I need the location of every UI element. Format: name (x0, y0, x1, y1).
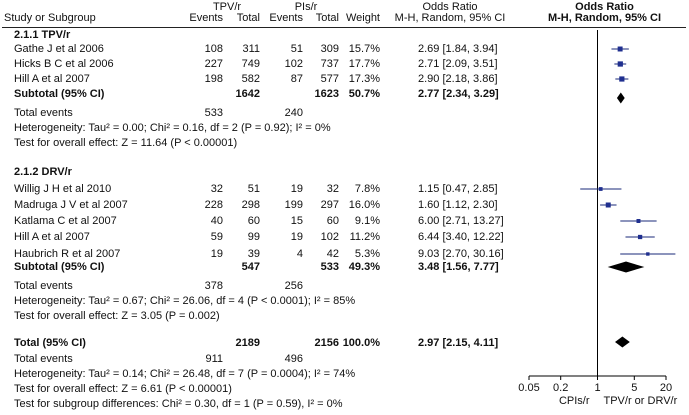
axis-tick-label: 20 (659, 382, 673, 394)
header-group1: TPV/r (212, 1, 242, 13)
total-2: 102 (320, 231, 339, 243)
total-total-1: 2189 (235, 337, 260, 349)
header-or-title: Odds Ratio (422, 1, 478, 13)
study-name: Willig J H et al 2010 (14, 183, 112, 195)
total-1: 60 (247, 215, 260, 227)
summary-diamond (615, 337, 630, 348)
total-2: 309 (320, 43, 339, 55)
study-marker (618, 61, 623, 66)
events-1: 59 (210, 231, 223, 243)
study-marker (636, 219, 640, 223)
weight: 17.7% (348, 58, 380, 70)
total-events-2: 240 (284, 107, 303, 119)
total-2: 32 (326, 183, 339, 195)
events-2: 51 (290, 43, 303, 55)
events-1: 40 (210, 215, 223, 227)
total-events-1: 911 (205, 353, 223, 365)
events-1: 228 (204, 199, 223, 211)
heterogeneity-text: Heterogeneity: Tau² = 0.00; Chi² = 0.16, df = 2 (P = 0.92); I² = 0% (14, 122, 331, 134)
study-name: Katlama C et al 2007 (14, 215, 117, 227)
study-marker (646, 252, 649, 255)
events-2: 199 (284, 199, 303, 211)
subgroup-difference-text: Test for subgroup differences: Chi² = 0.30, df = 1 (P = 0.59), I² = 0% (14, 398, 343, 410)
overall-effect-text: Test for overall effect: Z = 6.61 (P < 0.00001) (14, 383, 232, 395)
header-study: Study or Subgroup (4, 12, 96, 24)
odds-ratio-ci: 9.03 [2.70, 30.16] (418, 248, 504, 260)
header-weight: Weight (345, 12, 380, 24)
subgroup-title: 2.1.1 TPV/r (14, 29, 71, 41)
total-events-label: Total events (14, 107, 73, 119)
favours-right-label: TPV/r or DRV/r (603, 395, 678, 407)
odds-ratio-ci: 1.15 [0.47, 2.85] (418, 183, 498, 195)
header-group2: PIs/r (294, 1, 318, 13)
total-events-label: Total events (14, 353, 73, 365)
header-total2: Total (315, 12, 339, 24)
header-or-method: M-H, Random, 95% CI (394, 12, 506, 24)
plot-method: M-H, Random, 95% CI (547, 12, 662, 24)
overall-effect-text: Test for overall effect: Z = 11.64 (P < 0.00001) (14, 137, 238, 149)
study-name: Hicks B C et al 2006 (14, 58, 114, 70)
total-1: 99 (247, 231, 260, 243)
study-marker (599, 187, 603, 191)
axis-tick-label: 1 (594, 382, 601, 394)
weight: 7.8% (354, 183, 380, 195)
total-1: 311 (242, 43, 260, 55)
total-total-2: 2156 (314, 337, 339, 349)
events-2: 102 (284, 58, 303, 70)
study-marker (606, 203, 611, 208)
subtotal-ci: 2.77 [2.34, 3.29] (418, 88, 499, 100)
heterogeneity-text: Heterogeneity: Tau² = 0.14; Chi² = 26.48, df = 7 (P = 0.0004); I² = 74% (14, 368, 356, 380)
plot-title: Odds Ratio (575, 1, 634, 13)
events-2: 87 (290, 73, 303, 85)
subtotal-total-1: 547 (241, 261, 260, 273)
weight: 16.0% (348, 199, 380, 211)
subtotal-label: Subtotal (95% CI) (14, 88, 105, 100)
total-events-2: 496 (284, 353, 303, 365)
heterogeneity-text: Heterogeneity: Tau² = 0.67; Chi² = 26.06, df = 4 (P < 0.0001); I² = 85% (14, 295, 356, 307)
total-1: 298 (241, 199, 260, 211)
study-marker (638, 235, 642, 239)
events-2: 4 (296, 248, 303, 260)
odds-ratio-ci: 6.00 [2.71, 13.27] (418, 215, 504, 227)
total-label: Total (95% CI) (14, 337, 86, 349)
events-1: 19 (210, 248, 223, 260)
events-2: 19 (290, 183, 303, 195)
weight: 11.2% (349, 231, 380, 243)
events-1: 198 (204, 73, 223, 85)
total-2: 737 (320, 58, 339, 70)
weight: 17.3% (348, 73, 380, 85)
events-2: 15 (290, 215, 303, 227)
subtotal-total-2: 533 (320, 261, 339, 273)
study-name: Hill A et al 2007 (14, 231, 90, 243)
subtotal-label: Subtotal (95% CI) (14, 261, 105, 273)
total-events-1: 378 (204, 280, 223, 292)
weight: 9.1% (354, 215, 380, 227)
subtotal-total-2: 1623 (314, 88, 339, 100)
total-1: 749 (241, 58, 260, 70)
header-total1: Total (236, 12, 260, 24)
study-marker (619, 76, 624, 81)
subtotal-ci: 3.48 [1.56, 7.77] (418, 261, 499, 273)
total-events-1: 533 (204, 107, 223, 119)
axis-tick-label: 5 (631, 382, 638, 394)
odds-ratio-ci: 1.60 [1.12, 2.30] (418, 199, 498, 211)
odds-ratio-ci: 2.69 [1.84, 3.94] (418, 43, 498, 55)
study-name: Madruga J V et al 2007 (14, 199, 128, 211)
total-events-2: 256 (284, 280, 303, 292)
subgroup-title: 2.1.2 DRV/r (14, 166, 72, 178)
total-1: 39 (247, 248, 260, 260)
favours-left-label: CPIs/r (558, 395, 590, 407)
subtotal-weight: 50.7% (348, 88, 380, 100)
total-2: 42 (326, 248, 339, 260)
study-name: Haubrich R et al 2007 (14, 248, 121, 260)
total-1: 582 (241, 73, 260, 85)
events-1: 108 (204, 43, 223, 55)
header-events1: Events (189, 12, 223, 24)
odds-ratio-ci: 6.44 [3.40, 12.22] (418, 231, 504, 243)
summary-diamond (608, 262, 645, 273)
total-2: 60 (326, 215, 339, 227)
events-1: 32 (210, 183, 223, 195)
total-weight: 100.0% (342, 337, 380, 349)
total-2: 577 (320, 73, 339, 85)
total-ci: 2.97 [2.15, 4.11] (418, 337, 499, 349)
weight: 5.3% (354, 248, 380, 260)
subtotal-total-1: 1642 (235, 88, 260, 100)
study-marker (618, 47, 623, 52)
total-events-label: Total events (14, 280, 73, 292)
study-name: Gathe J et al 2006 (14, 43, 104, 55)
subtotal-weight: 49.3% (348, 261, 380, 273)
odds-ratio-ci: 2.90 [2.18, 3.86] (418, 73, 498, 85)
axis-tick-label: 0.05 (518, 382, 540, 394)
weight: 15.7% (348, 43, 380, 55)
total-2: 297 (320, 199, 339, 211)
overall-effect-text: Test for overall effect: Z = 3.05 (P = 0.002) (14, 310, 220, 322)
summary-diamond (617, 93, 625, 104)
events-1: 227 (204, 58, 223, 70)
header-events2: Events (269, 12, 303, 24)
odds-ratio-ci: 2.71 [2.09, 3.51] (418, 58, 498, 70)
events-2: 19 (290, 231, 303, 243)
axis-tick-label: 0.2 (553, 382, 569, 394)
study-name: Hill A et al 2007 (14, 73, 90, 85)
total-1: 51 (247, 183, 260, 195)
